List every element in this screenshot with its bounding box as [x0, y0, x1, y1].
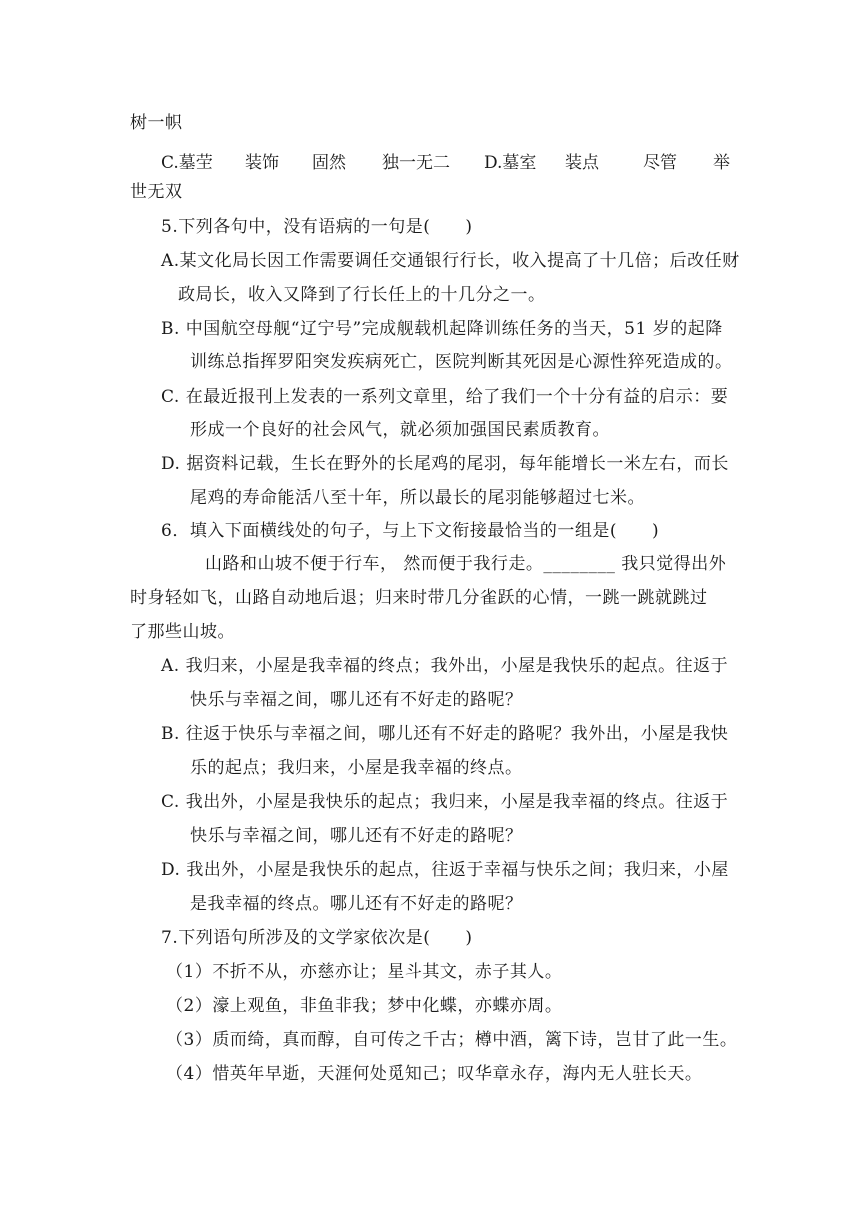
q6-option-c-cont: 快乐与幸福之间，哪儿还有不好走的路呢？ [190, 826, 523, 846]
q6-option-a: A. 我归来，小屋是我幸福的终点；我外出，小屋是我快乐的起点。往返于 [161, 656, 729, 676]
q7-item-1: （1）不折不从，亦慈亦让；星斗其文，赤子其人。 [166, 962, 563, 982]
q4-option-c-word3: 独一无二 [382, 153, 450, 173]
q4-option-d-word3: 举 [713, 153, 730, 173]
q7-item-4: （4）惜英年早逝，天涯何处觅知己；叹华章永存，海内无人驻长天。 [166, 1064, 703, 1084]
q4-option-c-label: C.墓茔 [161, 153, 213, 173]
q4-option-c-word1: 装饰 [245, 153, 279, 173]
q6-option-b-cont: 乐的起点；我归来，小屋是我幸福的终点。 [190, 758, 523, 778]
q5-option-a-cont: 政局长，收入又降到了行长任上的十几分之一。 [178, 285, 546, 305]
q7-stem: 7.下列语句所涉及的文学家依次是( ) [161, 928, 473, 948]
q5-option-a: A.某文化局长因工作需要调任交通银行行长，收入提高了十几倍；后改任财 [161, 251, 740, 271]
q6-stem: 6．填入下面横线处的句子，与上下文衔接最恰当的一组是( ) [161, 521, 660, 541]
q5-option-c-cont: 形成一个良好的社会风气，就必须加强国民素质教育。 [190, 420, 610, 440]
q5-option-d-cont: 尾鸡的寿命能活八至十年，所以最长的尾羽能够超过七米。 [190, 488, 645, 508]
q5-option-b: B. 中国航空母舰“辽宁号”完成舰载机起降训练任务的当天，51 岁的起降 [161, 319, 723, 339]
q6-option-b: B. 往返于快乐与幸福之间，哪儿还有不好走的路呢？我外出，小屋是我快 [161, 724, 729, 744]
q5-option-d: D. 据资料记载，生长在野外的长尾鸡的尾羽，每年能增长一米左右，而长 [161, 454, 729, 474]
q6-option-d-cont: 是我幸福的终点。哪儿还有不好走的路呢？ [190, 894, 523, 914]
q6-passage-line2: 时身轻如飞，山路自动地后退；归来时带几分雀跃的心情，一跳一跳就跳过 [130, 588, 708, 608]
q4-option-d-label: D.墓室 [484, 153, 537, 173]
q6-passage-line1: 山路和山坡不便于行车， 然而便于我行走。________ 我只觉得出外 [205, 554, 727, 574]
q4-option-d-word2: 尽管 [643, 153, 677, 173]
q6-option-c: C. 我出外，小屋是我快乐的起点；我归来，小屋是我幸福的终点。往返于 [161, 792, 729, 812]
q4-option-d-word1: 装点 [565, 153, 599, 173]
q4-option-c-word2: 固然 [312, 153, 346, 173]
q6-option-a-cont: 快乐与幸福之间，哪儿还有不好走的路呢？ [190, 690, 523, 710]
q5-option-b-cont: 训练总指挥罗阳突发疾病死亡，医院判断其死因是心源性猝死造成的。 [190, 352, 733, 372]
q5-stem: 5.下列各句中，没有语病的一句是( ) [161, 217, 473, 237]
q5-option-c: C. 在最近报刊上发表的一系列文章里，给了我们一个十分有益的启示：要 [161, 387, 729, 407]
q4-option-continuation: 树一帜 [130, 113, 183, 133]
q7-item-2: （2）濠上观鱼，非鱼非我；梦中化蝶，亦蝶亦周。 [166, 996, 563, 1016]
q7-item-3: （3）质而绮，真而醇，自可传之千古；樽中酒，篱下诗，岂甘了此一生。 [166, 1030, 738, 1050]
q4-option-tail: 世无双 [130, 182, 183, 202]
q6-option-d: D. 我出外，小屋是我快乐的起点，往返于幸福与快乐之间；我归来，小屋 [161, 860, 729, 880]
q6-passage-line3: 了那些山坡。 [130, 622, 235, 642]
